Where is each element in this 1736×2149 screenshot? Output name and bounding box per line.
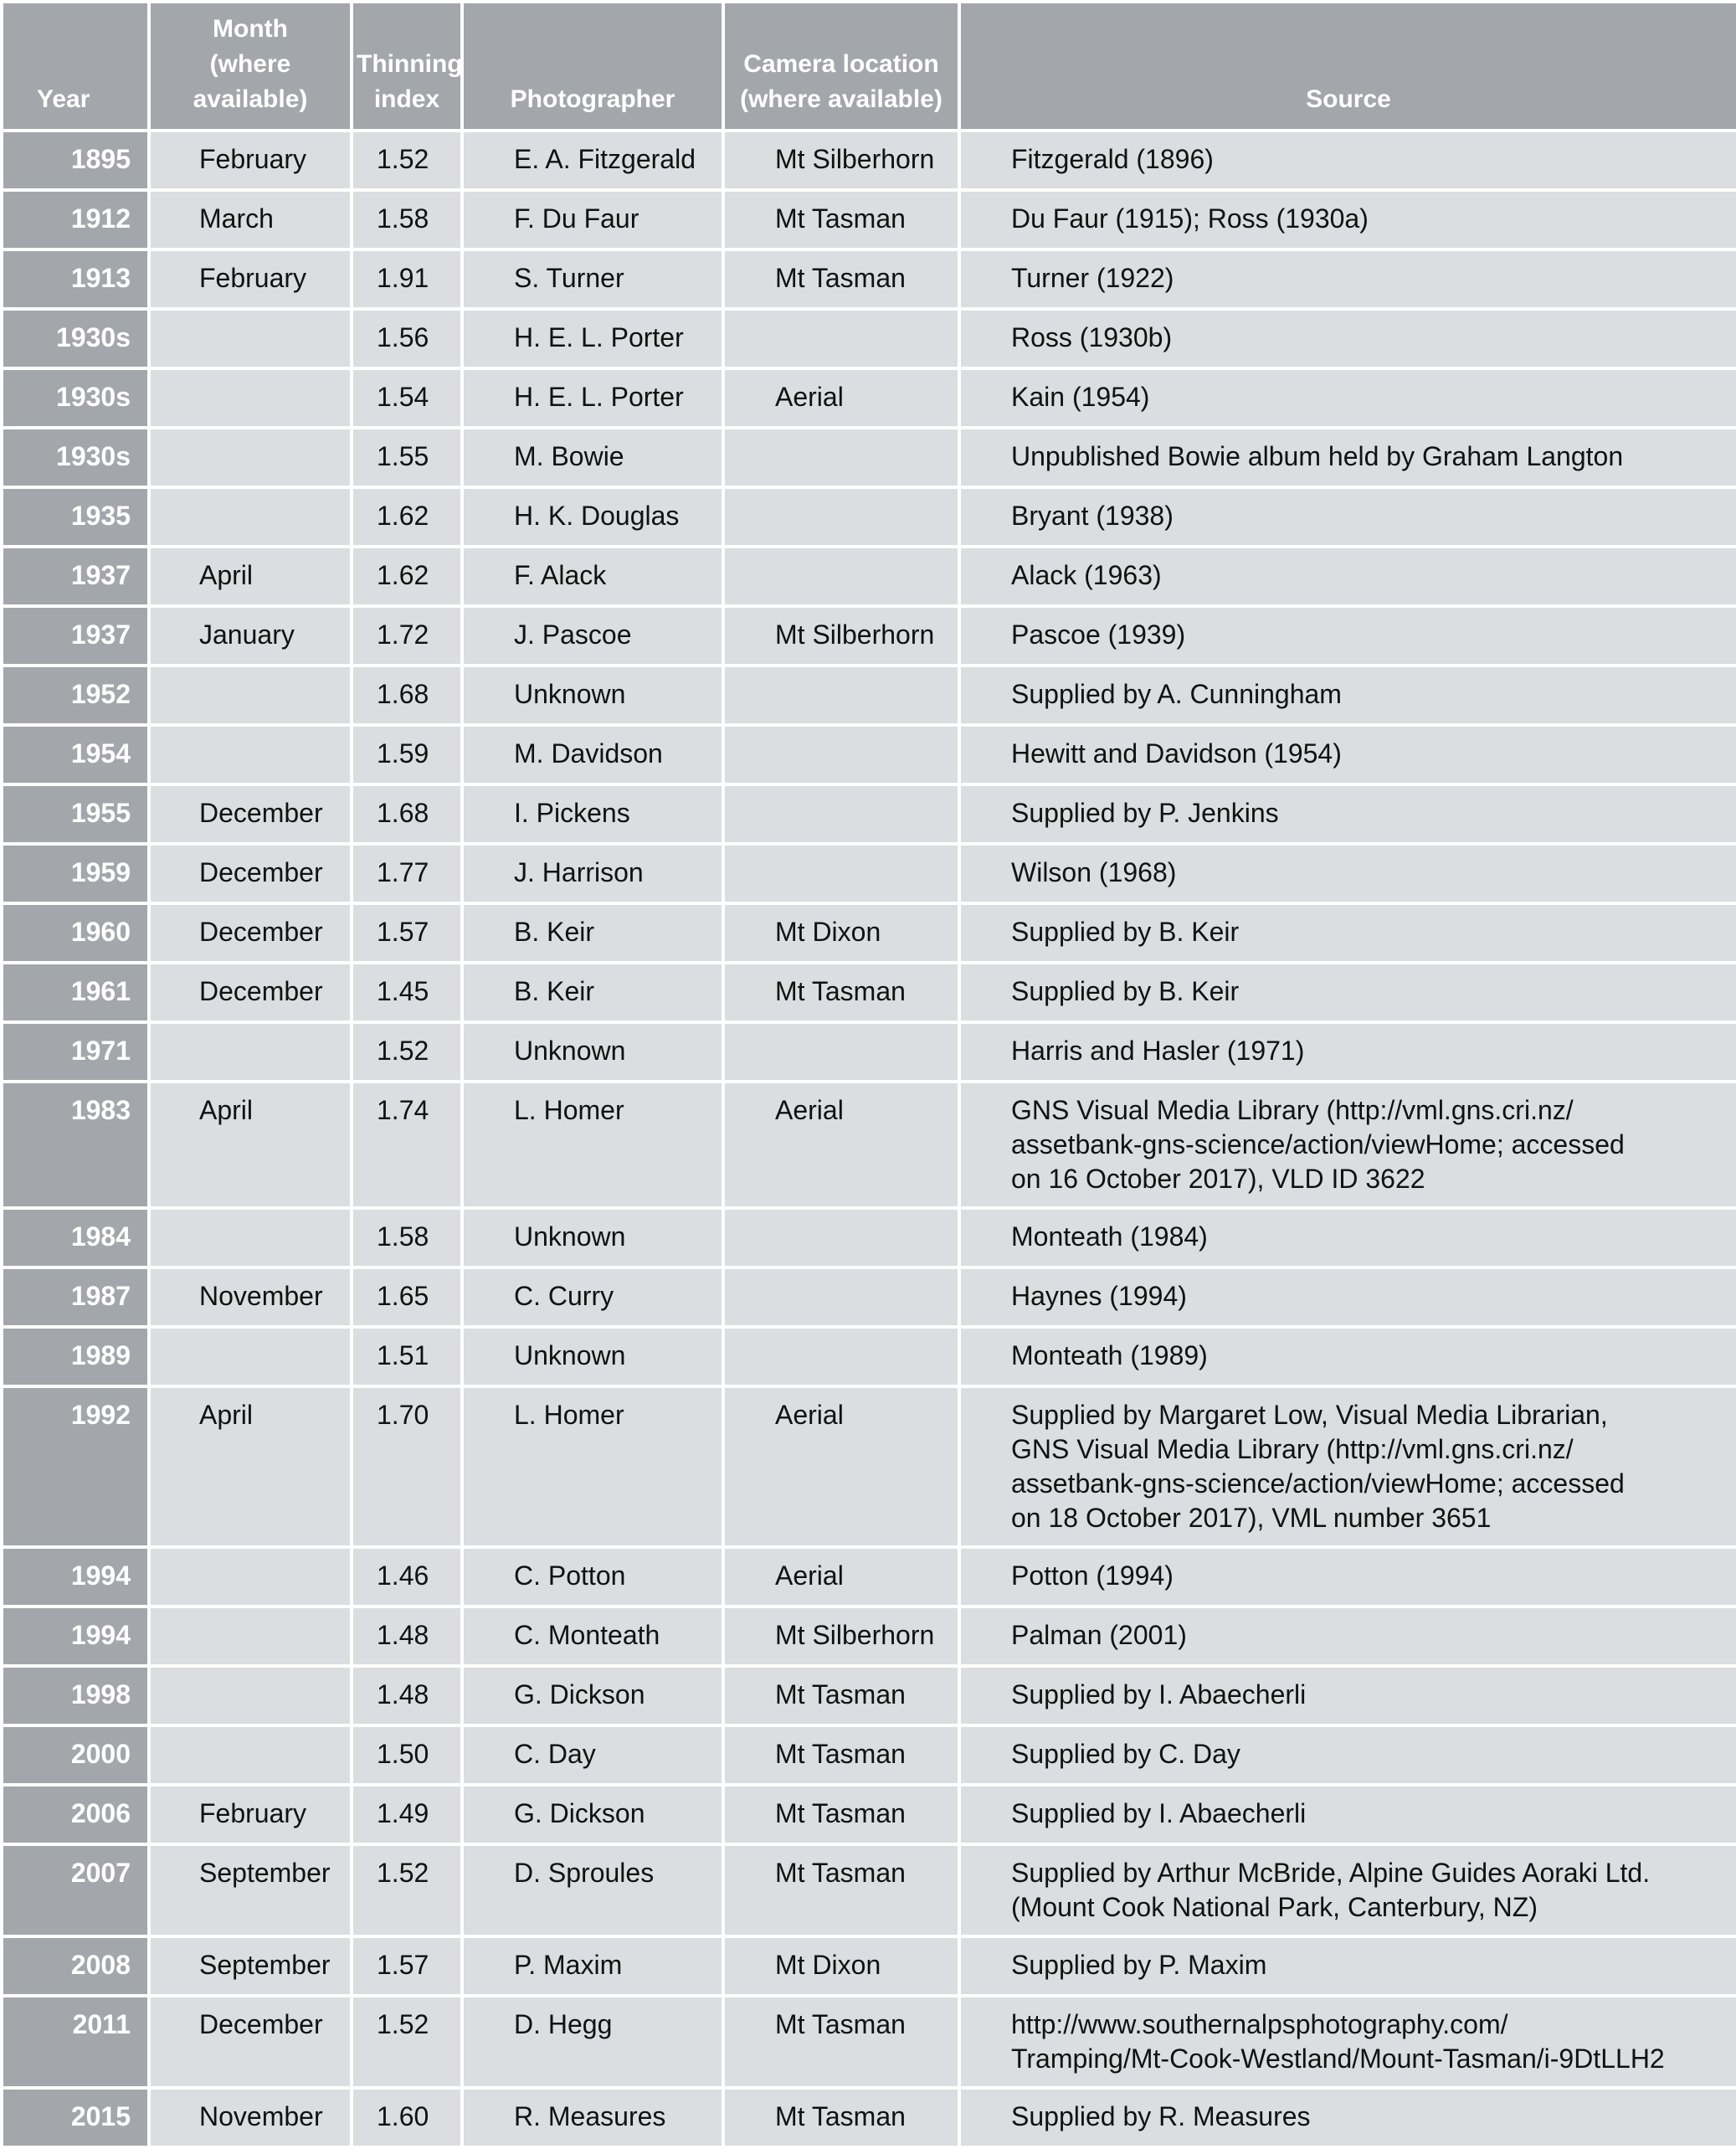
cell-camera-location: Mt Tasman bbox=[725, 251, 958, 307]
cell-photographer: M. Davidson bbox=[464, 727, 722, 783]
table-row bbox=[3, 727, 1736, 783]
source-line: GNS Visual Media Library (http://vml.gns.cri.nz/ bbox=[1011, 1095, 1574, 1125]
cell-thinning-index: 1.72 bbox=[353, 608, 460, 664]
cell-year: 1994 bbox=[3, 1549, 147, 1605]
cell-year: 1937 bbox=[3, 608, 147, 664]
table-row bbox=[3, 548, 1736, 604]
cell-thinning-index: 1.70 bbox=[353, 1388, 460, 1545]
source-line: http://www.southernalpsphotography.com/ bbox=[1011, 2009, 1508, 2039]
cell-thinning-index: 1.62 bbox=[353, 489, 460, 545]
cell-photographer: Unknown bbox=[464, 667, 722, 723]
cell-thinning-index: 1.48 bbox=[353, 1608, 460, 1664]
cell-source bbox=[961, 1024, 1736, 1080]
source-line: Supplied by A. Cunningham bbox=[1011, 679, 1342, 709]
cell-year: 1930s bbox=[3, 429, 147, 486]
header-month-line: available) bbox=[193, 85, 308, 113]
cell-year: 2015 bbox=[3, 2090, 147, 2146]
cell-month: February bbox=[151, 1787, 350, 1843]
cell-year: 2006 bbox=[3, 1787, 147, 1843]
source-line: Alack (1963) bbox=[1011, 560, 1162, 590]
cell-year: 1954 bbox=[3, 727, 147, 783]
cell-thinning-index: 1.49 bbox=[353, 1787, 460, 1843]
cell-source bbox=[961, 192, 1736, 248]
cell-thinning-index: 1.74 bbox=[353, 1083, 460, 1206]
cell-photographer: M. Bowie bbox=[464, 429, 722, 486]
cell-month: September bbox=[151, 1938, 350, 1994]
source-line: Supplied by I. Abaecherli bbox=[1011, 1679, 1307, 1709]
cell-photographer: Unknown bbox=[464, 1210, 722, 1266]
table-row bbox=[3, 1997, 1736, 2086]
header-month-line: (where bbox=[209, 50, 291, 78]
header-source bbox=[961, 3, 1736, 129]
cell-photographer: Unknown bbox=[464, 1024, 722, 1080]
cell-photographer: B. Keir bbox=[464, 964, 722, 1021]
source-line: Supplied by P. Maxim bbox=[1011, 1950, 1267, 1980]
cell-thinning-index: 1.52 bbox=[353, 132, 460, 188]
table-row bbox=[3, 1608, 1736, 1664]
table-row bbox=[3, 1210, 1736, 1266]
cell-source bbox=[961, 667, 1736, 723]
cell-month: December bbox=[151, 786, 350, 842]
table-row bbox=[3, 667, 1736, 723]
cell-photographer: F. Alack bbox=[464, 548, 722, 604]
source-line: Supplied by B. Keir bbox=[1011, 976, 1240, 1006]
cell-month: April bbox=[151, 548, 350, 604]
cell-camera-location: Mt Dixon bbox=[725, 905, 958, 961]
cell-source bbox=[961, 251, 1736, 307]
cell-month: April bbox=[151, 1083, 350, 1206]
cell-camera-location: Mt Silberhorn bbox=[725, 608, 958, 664]
source-line: Turner (1922) bbox=[1011, 263, 1174, 293]
cell-year: 2008 bbox=[3, 1938, 147, 1994]
source-line: assetbank-gns-science/action/viewHome; accessed bbox=[1011, 1468, 1625, 1499]
cell-photographer: G. Dickson bbox=[464, 1787, 722, 1843]
cell-photographer: D. Sproules bbox=[464, 1846, 722, 1935]
header-thinning-index bbox=[353, 3, 463, 129]
cell-thinning-index: 1.56 bbox=[353, 311, 460, 367]
cell-thinning-index: 1.65 bbox=[353, 1269, 460, 1325]
cell-source bbox=[961, 905, 1736, 961]
cell-photographer: C. Potton bbox=[464, 1549, 722, 1605]
header-row bbox=[3, 3, 1736, 129]
cell-camera-location bbox=[725, 429, 958, 486]
cell-source bbox=[961, 1608, 1736, 1664]
cell-camera-location: Mt Dixon bbox=[725, 1938, 958, 1994]
cell-thinning-index: 1.52 bbox=[353, 1024, 460, 1080]
source-line: GNS Visual Media Library (http://vml.gns.cri.nz/ bbox=[1011, 1434, 1574, 1464]
cell-month bbox=[151, 370, 350, 426]
cell-photographer: J. Harrison bbox=[464, 846, 722, 902]
cell-camera-location: Mt Tasman bbox=[725, 1668, 958, 1724]
table-row bbox=[3, 608, 1736, 664]
table-row bbox=[3, 1668, 1736, 1724]
cell-year: 1989 bbox=[3, 1329, 147, 1385]
source-line: Supplied by B. Keir bbox=[1011, 917, 1240, 947]
cell-camera-location: Aerial bbox=[725, 370, 958, 426]
source-line: Hewitt and Davidson (1954) bbox=[1011, 738, 1342, 769]
cell-source bbox=[961, 489, 1736, 545]
source-line: Supplied by Arthur McBride, Alpine Guides Aoraki Ltd. bbox=[1011, 1858, 1651, 1888]
cell-camera-location: Mt Tasman bbox=[725, 1997, 958, 2086]
cell-thinning-index: 1.62 bbox=[353, 548, 460, 604]
cell-source bbox=[961, 2090, 1736, 2146]
cell-photographer: H. E. L. Porter bbox=[464, 370, 722, 426]
cell-year: 1961 bbox=[3, 964, 147, 1021]
header-thinning-line: Thinning bbox=[357, 50, 463, 78]
cell-photographer: B. Keir bbox=[464, 905, 722, 961]
cell-month bbox=[151, 429, 350, 486]
cell-month bbox=[151, 1668, 350, 1724]
table-header bbox=[3, 3, 1736, 129]
cell-photographer: P. Maxim bbox=[464, 1938, 722, 1994]
source-line: Supplied by Margaret Low, Visual Media Librarian, bbox=[1011, 1400, 1608, 1430]
cell-month: December bbox=[151, 905, 350, 961]
source-line: on 18 October 2017), VML number 3651 bbox=[1011, 1503, 1492, 1533]
cell-year: 1930s bbox=[3, 370, 147, 426]
header-year bbox=[3, 3, 147, 129]
cell-camera-location bbox=[725, 1210, 958, 1266]
cell-camera-location bbox=[725, 727, 958, 783]
cell-thinning-index: 1.55 bbox=[353, 429, 460, 486]
header-month-line: Month bbox=[213, 15, 288, 43]
table-row bbox=[3, 192, 1736, 248]
cell-camera-location bbox=[725, 311, 958, 367]
cell-photographer: I. Pickens bbox=[464, 786, 722, 842]
cell-month bbox=[151, 727, 350, 783]
cell-month bbox=[151, 667, 350, 723]
cell-month: February bbox=[151, 132, 350, 188]
table-row bbox=[3, 1024, 1736, 1080]
cell-year: 1930s bbox=[3, 311, 147, 367]
cell-source bbox=[961, 1083, 1736, 1206]
cell-month: November bbox=[151, 2090, 350, 2146]
cell-photographer: S. Turner bbox=[464, 251, 722, 307]
cell-camera-location: Mt Tasman bbox=[725, 1727, 958, 1783]
cell-camera-location bbox=[725, 1269, 958, 1325]
cell-source bbox=[961, 1210, 1736, 1266]
cell-source bbox=[961, 132, 1736, 188]
cell-thinning-index: 1.77 bbox=[353, 846, 460, 902]
table-row bbox=[3, 1549, 1736, 1605]
cell-thinning-index: 1.58 bbox=[353, 1210, 460, 1266]
cell-camera-location bbox=[725, 667, 958, 723]
table-row bbox=[3, 846, 1736, 902]
cell-photographer: D. Hegg bbox=[464, 1997, 722, 2086]
cell-photographer: F. Du Faur bbox=[464, 192, 722, 248]
cell-month: December bbox=[151, 846, 350, 902]
table-row bbox=[3, 1329, 1736, 1385]
cell-source bbox=[961, 727, 1736, 783]
cell-thinning-index: 1.57 bbox=[353, 1938, 460, 1994]
source-line: Unpublished Bowie album held by Graham Langton bbox=[1011, 441, 1624, 471]
cell-source bbox=[961, 786, 1736, 842]
cell-month: March bbox=[151, 192, 350, 248]
header-camera-location bbox=[725, 3, 958, 129]
table-row bbox=[3, 1388, 1736, 1545]
cell-month: September bbox=[151, 1846, 350, 1935]
cell-source bbox=[961, 964, 1736, 1021]
cell-month bbox=[151, 1608, 350, 1664]
table-row bbox=[3, 370, 1736, 426]
cell-thinning-index: 1.68 bbox=[353, 667, 460, 723]
cell-camera-location: Mt Tasman bbox=[725, 1787, 958, 1843]
cell-month bbox=[151, 311, 350, 367]
table-body bbox=[3, 132, 1736, 2146]
cell-year: 1998 bbox=[3, 1668, 147, 1724]
table-row bbox=[3, 964, 1736, 1021]
cell-month: December bbox=[151, 964, 350, 1021]
cell-camera-location bbox=[725, 1024, 958, 1080]
cell-camera-location: Mt Tasman bbox=[725, 2090, 958, 2146]
cell-source bbox=[961, 548, 1736, 604]
table-row bbox=[3, 311, 1736, 367]
source-line: Harris and Hasler (1971) bbox=[1011, 1036, 1305, 1066]
cell-photographer: J. Pascoe bbox=[464, 608, 722, 664]
cell-camera-location: Mt Tasman bbox=[725, 1846, 958, 1935]
cell-source bbox=[961, 370, 1736, 426]
source-line: Haynes (1994) bbox=[1011, 1281, 1187, 1311]
header-photographer bbox=[464, 3, 722, 129]
cell-camera-location bbox=[725, 1329, 958, 1385]
cell-thinning-index: 1.50 bbox=[353, 1727, 460, 1783]
cell-source bbox=[961, 1668, 1736, 1724]
cell-source bbox=[961, 1549, 1736, 1605]
cell-thinning-index: 1.57 bbox=[353, 905, 460, 961]
cell-thinning-index: 1.54 bbox=[353, 370, 460, 426]
cell-photographer: G. Dickson bbox=[464, 1668, 722, 1724]
cell-source bbox=[961, 1997, 1736, 2086]
header-month bbox=[151, 3, 350, 129]
cell-year: 1984 bbox=[3, 1210, 147, 1266]
cell-year: 2000 bbox=[3, 1727, 147, 1783]
table-row bbox=[3, 2090, 1736, 2146]
source-line: on 16 October 2017), VLD ID 3622 bbox=[1011, 1164, 1425, 1194]
cell-camera-location: Aerial bbox=[725, 1083, 958, 1206]
cell-thinning-index: 1.52 bbox=[353, 1846, 460, 1935]
table-row bbox=[3, 1787, 1736, 1843]
cell-month: April bbox=[151, 1388, 350, 1545]
cell-camera-location bbox=[725, 548, 958, 604]
source-line: Tramping/Mt-Cook-Westland/Mount-Tasman/i-9DtLLH2 bbox=[1011, 2044, 1665, 2074]
cell-source bbox=[961, 1329, 1736, 1385]
header-thinning-line: index bbox=[373, 85, 440, 113]
cell-camera-location bbox=[725, 846, 958, 902]
source-line: Supplied by I. Abaecherli bbox=[1011, 1798, 1307, 1828]
table-row bbox=[3, 489, 1736, 545]
cell-thinning-index: 1.45 bbox=[353, 964, 460, 1021]
cell-camera-location bbox=[725, 786, 958, 842]
cell-source bbox=[961, 1269, 1736, 1325]
cell-year: 1994 bbox=[3, 1608, 147, 1664]
source-line: Supplied by C. Day bbox=[1011, 1739, 1240, 1769]
cell-camera-location: Mt Tasman bbox=[725, 964, 958, 1021]
cell-thinning-index: 1.68 bbox=[353, 786, 460, 842]
cell-month bbox=[151, 1024, 350, 1080]
table-row bbox=[3, 132, 1736, 188]
source-line: Bryant (1938) bbox=[1011, 501, 1174, 531]
cell-photographer: L. Homer bbox=[464, 1083, 722, 1206]
cell-month: February bbox=[151, 251, 350, 307]
cell-source bbox=[961, 608, 1736, 664]
cell-thinning-index: 1.59 bbox=[353, 727, 460, 783]
header-year-label: Year bbox=[37, 85, 90, 113]
source-line: Ross (1930b) bbox=[1011, 322, 1173, 352]
source-line: Monteath (1989) bbox=[1011, 1340, 1208, 1370]
cell-thinning-index: 1.91 bbox=[353, 251, 460, 307]
source-line: Du Faur (1915); Ross (1930a) bbox=[1011, 203, 1369, 234]
cell-thinning-index: 1.51 bbox=[353, 1329, 460, 1385]
cell-source bbox=[961, 311, 1736, 367]
cell-photographer: H. K. Douglas bbox=[464, 489, 722, 545]
header-camera-line: (where available) bbox=[740, 85, 942, 113]
cell-thinning-index: 1.58 bbox=[353, 192, 460, 248]
source-line: Palman (2001) bbox=[1011, 1620, 1187, 1650]
cell-month bbox=[151, 1549, 350, 1605]
cell-year: 1895 bbox=[3, 132, 147, 188]
cell-photographer: Unknown bbox=[464, 1329, 722, 1385]
header-photographer-label: Photographer bbox=[510, 85, 675, 113]
cell-year: 1959 bbox=[3, 846, 147, 902]
source-line: Pascoe (1939) bbox=[1011, 620, 1186, 650]
source-line: (Mount Cook National Park, Canterbury, NZ) bbox=[1011, 1892, 1538, 1922]
cell-source bbox=[961, 1938, 1736, 1994]
table-row bbox=[3, 1083, 1736, 1206]
cell-year: 2007 bbox=[3, 1846, 147, 1935]
cell-thinning-index: 1.52 bbox=[353, 1997, 460, 2086]
cell-camera-location bbox=[725, 489, 958, 545]
cell-year: 1960 bbox=[3, 905, 147, 961]
cell-camera-location: Mt Silberhorn bbox=[725, 1608, 958, 1664]
cell-month bbox=[151, 1210, 350, 1266]
cell-photographer: C. Day bbox=[464, 1727, 722, 1783]
cell-source bbox=[961, 1388, 1736, 1545]
table-row bbox=[3, 905, 1736, 961]
cell-month: November bbox=[151, 1269, 350, 1325]
cell-photographer: L. Homer bbox=[464, 1388, 722, 1545]
source-line: Potton (1994) bbox=[1011, 1560, 1174, 1591]
source-line: Wilson (1968) bbox=[1011, 857, 1177, 887]
cell-source bbox=[961, 846, 1736, 902]
cell-photographer: C. Monteath bbox=[464, 1608, 722, 1664]
table-row bbox=[3, 786, 1736, 842]
source-line: Monteath (1984) bbox=[1011, 1221, 1208, 1252]
table-row bbox=[3, 1938, 1736, 1994]
source-line: assetbank-gns-science/action/viewHome; accessed bbox=[1011, 1129, 1625, 1159]
table-row bbox=[3, 1846, 1736, 1935]
cell-thinning-index: 1.60 bbox=[353, 2090, 460, 2146]
cell-year: 1971 bbox=[3, 1024, 147, 1080]
cell-year: 1987 bbox=[3, 1269, 147, 1325]
cell-photographer: H. E. L. Porter bbox=[464, 311, 722, 367]
source-line: Kain (1954) bbox=[1011, 382, 1150, 412]
cell-year: 1935 bbox=[3, 489, 147, 545]
cell-camera-location: Mt Tasman bbox=[725, 192, 958, 248]
cell-year: 2011 bbox=[3, 1997, 147, 2086]
cell-year: 1912 bbox=[3, 192, 147, 248]
cell-month: January bbox=[151, 608, 350, 664]
cell-month bbox=[151, 1329, 350, 1385]
table-row bbox=[3, 1269, 1736, 1325]
table-row bbox=[3, 429, 1736, 486]
cell-photographer: C. Curry bbox=[464, 1269, 722, 1325]
cell-thinning-index: 1.48 bbox=[353, 1668, 460, 1724]
cell-month: December bbox=[151, 1997, 350, 2086]
source-line: Supplied by P. Jenkins bbox=[1011, 798, 1279, 828]
cell-source bbox=[961, 429, 1736, 486]
table-row bbox=[3, 1727, 1736, 1783]
source-line: Fitzgerald (1896) bbox=[1011, 144, 1214, 174]
cell-year: 1992 bbox=[3, 1388, 147, 1545]
cell-photographer: R. Measures bbox=[464, 2090, 722, 2146]
cell-year: 1952 bbox=[3, 667, 147, 723]
cell-thinning-index: 1.46 bbox=[353, 1549, 460, 1605]
header-source-label: Source bbox=[1306, 85, 1391, 113]
cell-source bbox=[961, 1846, 1736, 1935]
cell-year: 1937 bbox=[3, 548, 147, 604]
cell-source bbox=[961, 1787, 1736, 1843]
header-camera-line: Camera location bbox=[743, 50, 939, 78]
cell-photographer: E. A. Fitzgerald bbox=[464, 132, 722, 188]
cell-camera-location: Aerial bbox=[725, 1388, 958, 1545]
cell-camera-location: Mt Silberhorn bbox=[725, 132, 958, 188]
table-row bbox=[3, 251, 1736, 307]
cell-month bbox=[151, 489, 350, 545]
cell-year: 1983 bbox=[3, 1083, 147, 1206]
source-line: Supplied by R. Measures bbox=[1011, 2101, 1311, 2131]
cell-camera-location: Aerial bbox=[725, 1549, 958, 1605]
cell-year: 1913 bbox=[3, 251, 147, 307]
cell-source bbox=[961, 1727, 1736, 1783]
cell-month bbox=[151, 1727, 350, 1783]
cell-year: 1955 bbox=[3, 786, 147, 842]
